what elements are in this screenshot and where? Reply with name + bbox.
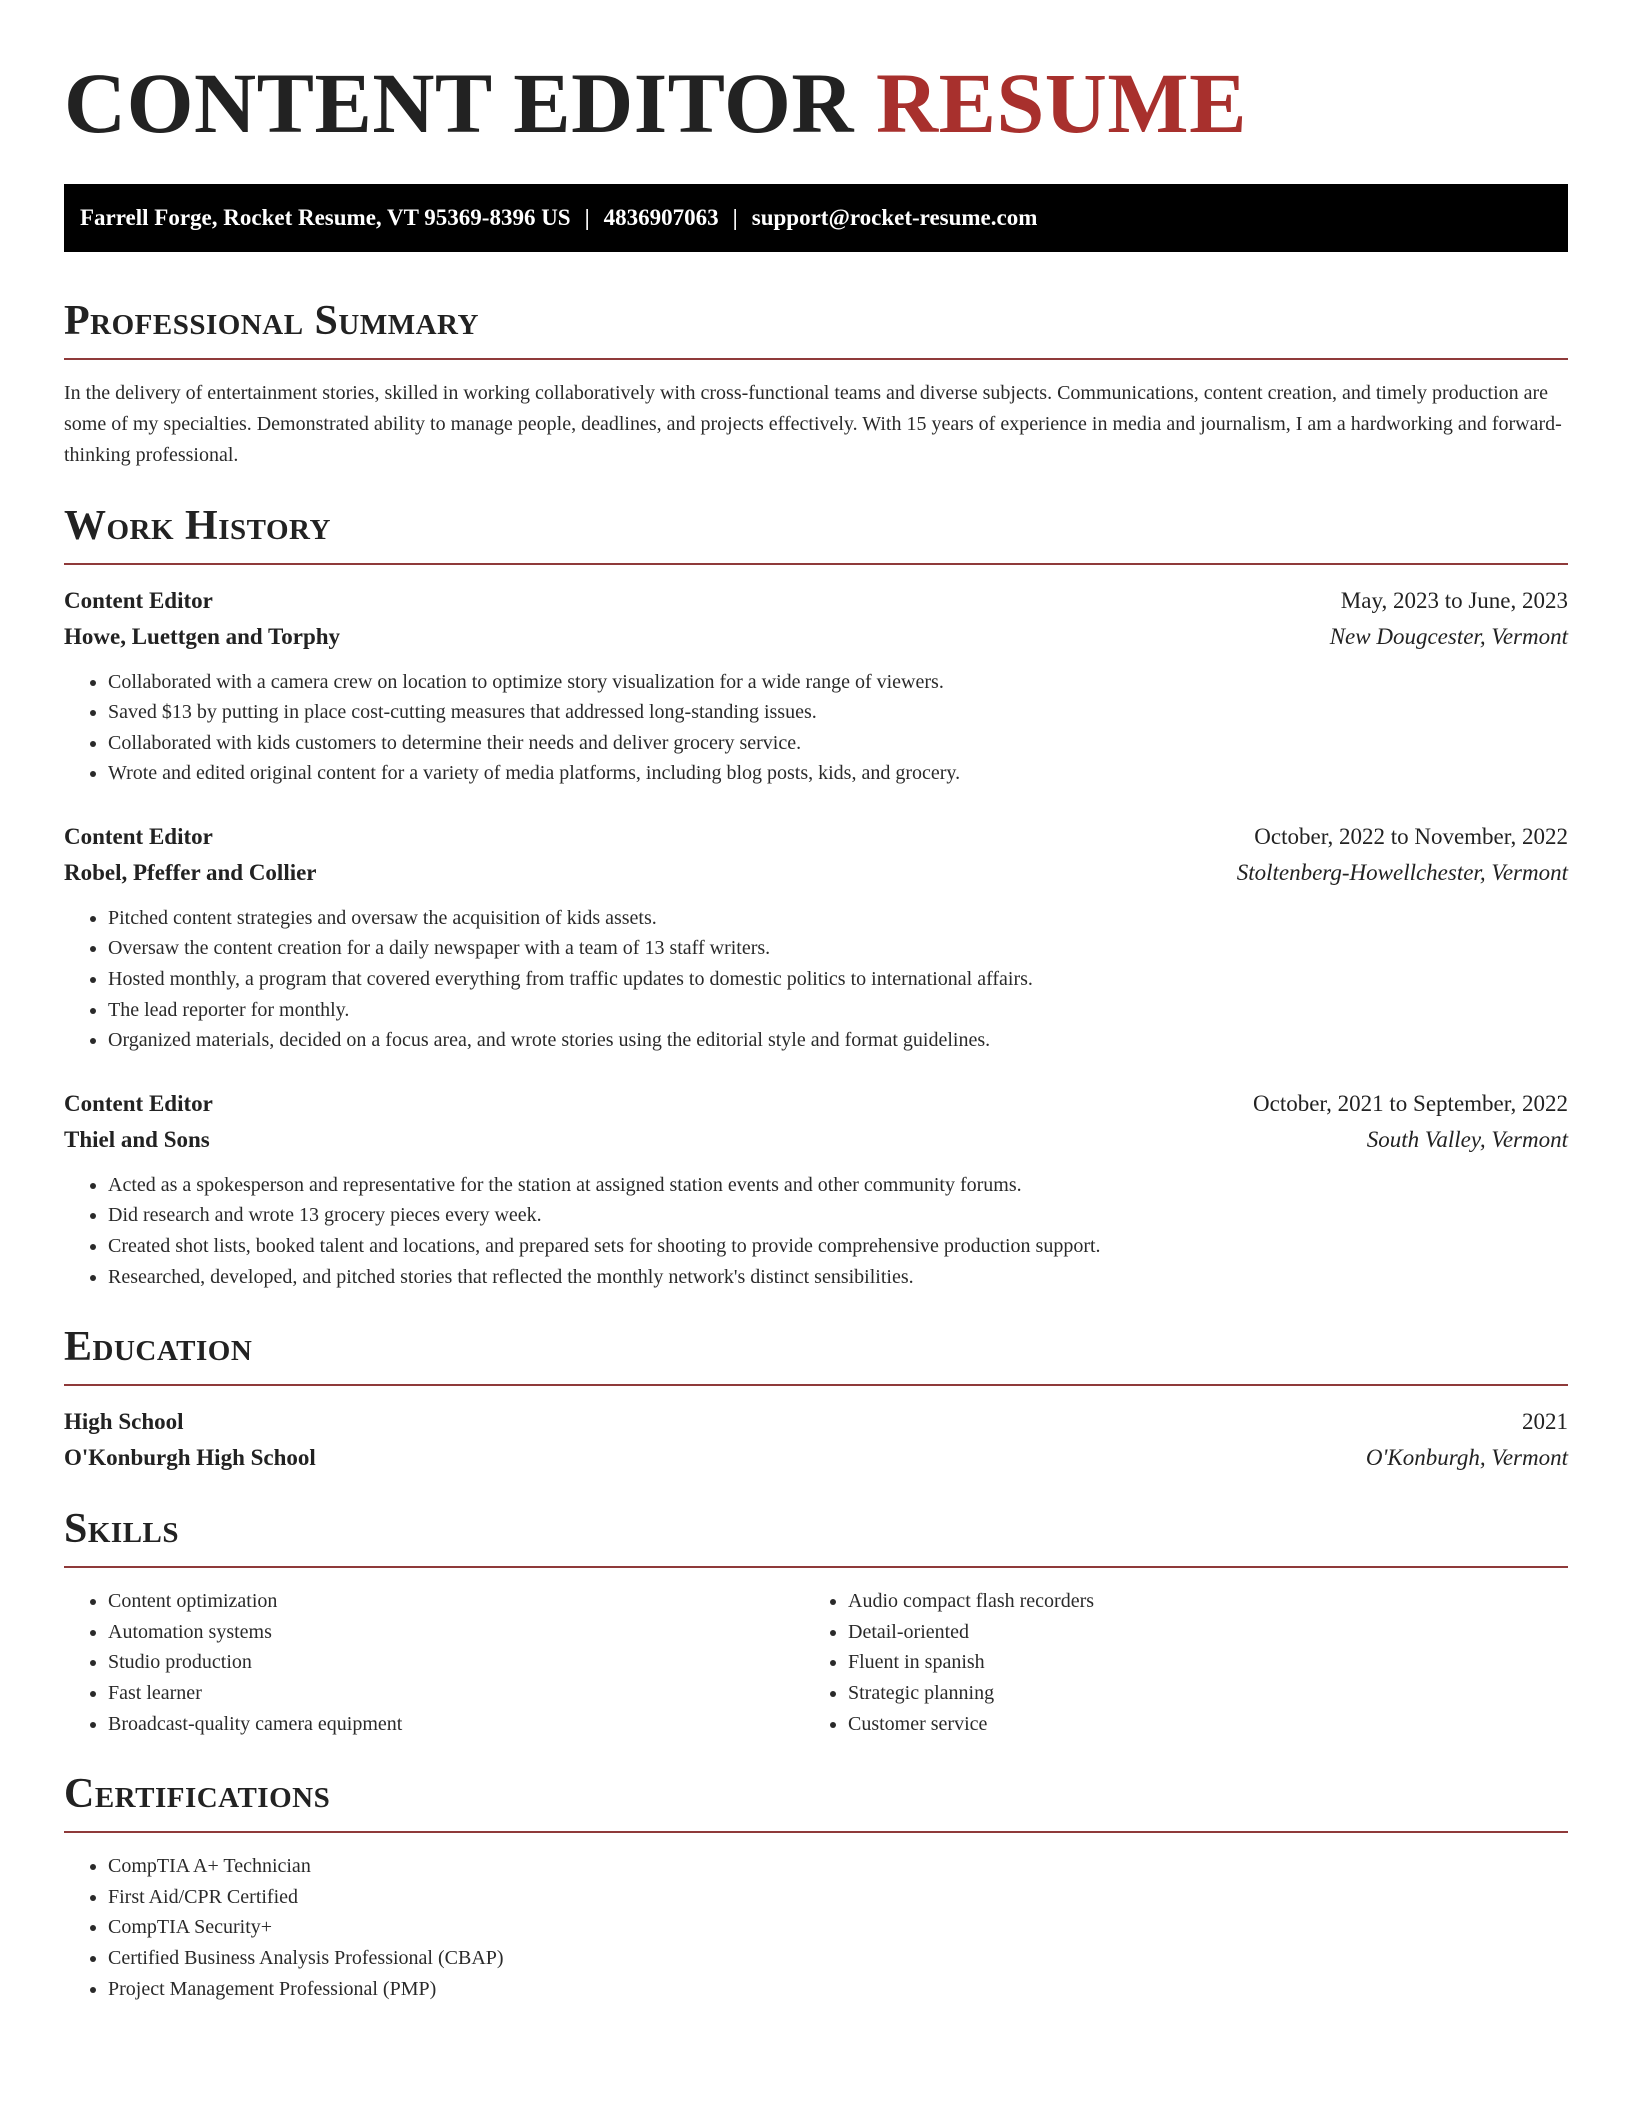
list-item: • Automation systems: [108, 1617, 804, 1648]
job-header-row: [64, 583, 1568, 619]
list-item: • Hosted monthly, a program that covered everything from traffic updates to domestic politics to international affairs.: [108, 964, 1568, 995]
list-item: • First Aid/CPR Certified: [108, 1882, 1568, 1913]
list-item: • Saved $13 by putting in place cost-cutting measures that addressed long-standing issues.: [108, 697, 1568, 728]
summary-section: [64, 297, 1568, 471]
education-school-row: [64, 1440, 1568, 1476]
education-year: 2021: [1522, 1409, 1568, 1435]
list-item: • Strategic planning: [848, 1678, 1544, 1709]
job-dates: May, 2023 to June, 2023: [1340, 587, 1568, 613]
job-entry: [64, 1086, 1568, 1292]
list-item: • Certified Business Analysis Professional (CBAP): [108, 1943, 1568, 1974]
skills-grid: [64, 1586, 1568, 1739]
list-item: • Broadcast-quality camera equipment: [108, 1709, 804, 1740]
education-header-row: [64, 1404, 1568, 1440]
job-company: Howe, Luettgen and Torphy: [64, 623, 341, 649]
job-bullets: [64, 1170, 1568, 1292]
job-header-row: [64, 1086, 1568, 1122]
skills-list: [64, 1586, 804, 1739]
list-item: • The lead reporter for monthly.: [108, 995, 1568, 1026]
list-item: • Content optimization: [108, 1586, 804, 1617]
job-dates: October, 2022 to November, 2022: [1254, 823, 1568, 849]
summary-text: In the delivery of entertainment stories, skilled in working collaboratively with cross-functional teams and diverse subjects. Communications, content creation, and timely production are some of my specialties. Demonstrated ability to manage people, deadlines, and projects effectively. With 15 years of experience in media and journalism, I am a hardworking and forward-thinking professional.: [64, 381, 1562, 466]
list-item: • Pitched content strategies and oversaw the acquisition of kids assets.: [108, 903, 1568, 934]
job-company-row: [64, 855, 1568, 891]
list-item: • Acted as a spokesperson and representative for the station at assigned station events and other community forums.: [108, 1170, 1568, 1201]
job-title: Content Editor: [64, 1090, 213, 1116]
title-main: CONTENT EDITOR: [64, 55, 854, 151]
job-bullets: [64, 903, 1568, 1056]
skills-section: [64, 1508, 1568, 1739]
list-item: • Did research and wrote 13 grocery pieces every week.: [108, 1200, 1568, 1231]
list-item: • CompTIA Security+: [108, 1912, 1568, 1943]
list-item: • Fluent in spanish: [848, 1647, 1544, 1678]
job-title: Content Editor: [64, 823, 213, 849]
summary-heading: Professional Summary: [64, 300, 1568, 360]
job-company-row: [64, 1122, 1568, 1158]
education-heading: Education: [64, 1326, 1568, 1386]
education-degree: High School: [64, 1409, 184, 1435]
list-item: • Detail-oriented: [848, 1617, 1544, 1648]
job-company: Thiel and Sons: [64, 1126, 210, 1152]
list-item: • Project Management Professional (PMP): [108, 1974, 1568, 2005]
list-item: • Fast learner: [108, 1678, 804, 1709]
contact-bar: [64, 184, 1568, 252]
list-item: • Wrote and edited original content for a variety of media platforms, including blog posts, kids, and grocery.: [108, 758, 1568, 789]
education-section: [64, 1326, 1568, 1476]
job-header-row: [64, 819, 1568, 855]
contact-phone[interactable]: 4836907063: [603, 204, 719, 230]
page-title: [64, 50, 1568, 158]
list-item: • Audio compact flash recorders: [848, 1586, 1544, 1617]
list-item: • Created shot lists, booked talent and locations, and prepared sets for shooting to provide comprehensive production support.: [108, 1231, 1568, 1262]
list-item: • CompTIA A+ Technician: [108, 1851, 1568, 1882]
list-item: • Oversaw the content creation for a daily newspaper with a team of 13 staff writers.: [108, 933, 1568, 964]
list-item: • Organized materials, decided on a focus area, and wrote stories using the editorial style and format guidelines.: [108, 1025, 1568, 1056]
contact-separator: |: [584, 204, 590, 230]
skills-column-right: [804, 1586, 1544, 1739]
job-location: New Dougcester, Vermont: [1329, 623, 1568, 649]
skills-heading: Skills: [64, 1508, 1568, 1568]
contact-separator: |: [732, 204, 738, 230]
education-location: O'Konburgh, Vermont: [1365, 1445, 1568, 1471]
certifications-heading: Certifications: [64, 1773, 1568, 1833]
job-location: Stoltenberg-Howellchester, Vermont: [1236, 859, 1568, 885]
skills-column-left: [64, 1586, 804, 1739]
job-company: Robel, Pfeffer and Collier: [64, 859, 317, 885]
job-company-row: [64, 619, 1568, 655]
certifications-list: [64, 1851, 1568, 2004]
list-item: • Researched, developed, and pitched stories that reflected the monthly network's distinct sensibilities.: [108, 1262, 1568, 1293]
list-item: • Collaborated with a camera crew on location to optimize story visualization for a wide range of viewers.: [108, 667, 1568, 698]
job-dates: October, 2021 to September, 2022: [1253, 1090, 1568, 1116]
education-entry: [64, 1404, 1568, 1476]
certifications-section: [64, 1773, 1568, 2004]
job-entry: [64, 583, 1568, 789]
skills-list: [804, 1586, 1544, 1739]
contact-address: Farrell Forge, Rocket Resume, VT 95369-8396 US: [80, 204, 571, 230]
list-item: • Collaborated with kids customers to determine their needs and deliver grocery service.: [108, 728, 1568, 759]
job-location: South Valley, Vermont: [1366, 1126, 1568, 1152]
title-accent: RESUME: [876, 55, 1247, 151]
job-title: Content Editor: [64, 587, 213, 613]
contact-email[interactable]: support@rocket-resume.com: [751, 204, 1038, 230]
list-item: • Customer service: [848, 1709, 1544, 1740]
work-history-heading: Work History: [64, 505, 1568, 565]
job-entry: [64, 819, 1568, 1056]
list-item: • Studio production: [108, 1647, 804, 1678]
education-school: O'Konburgh High School: [64, 1445, 316, 1471]
job-bullets: [64, 667, 1568, 789]
work-history-section: [64, 502, 1568, 1293]
